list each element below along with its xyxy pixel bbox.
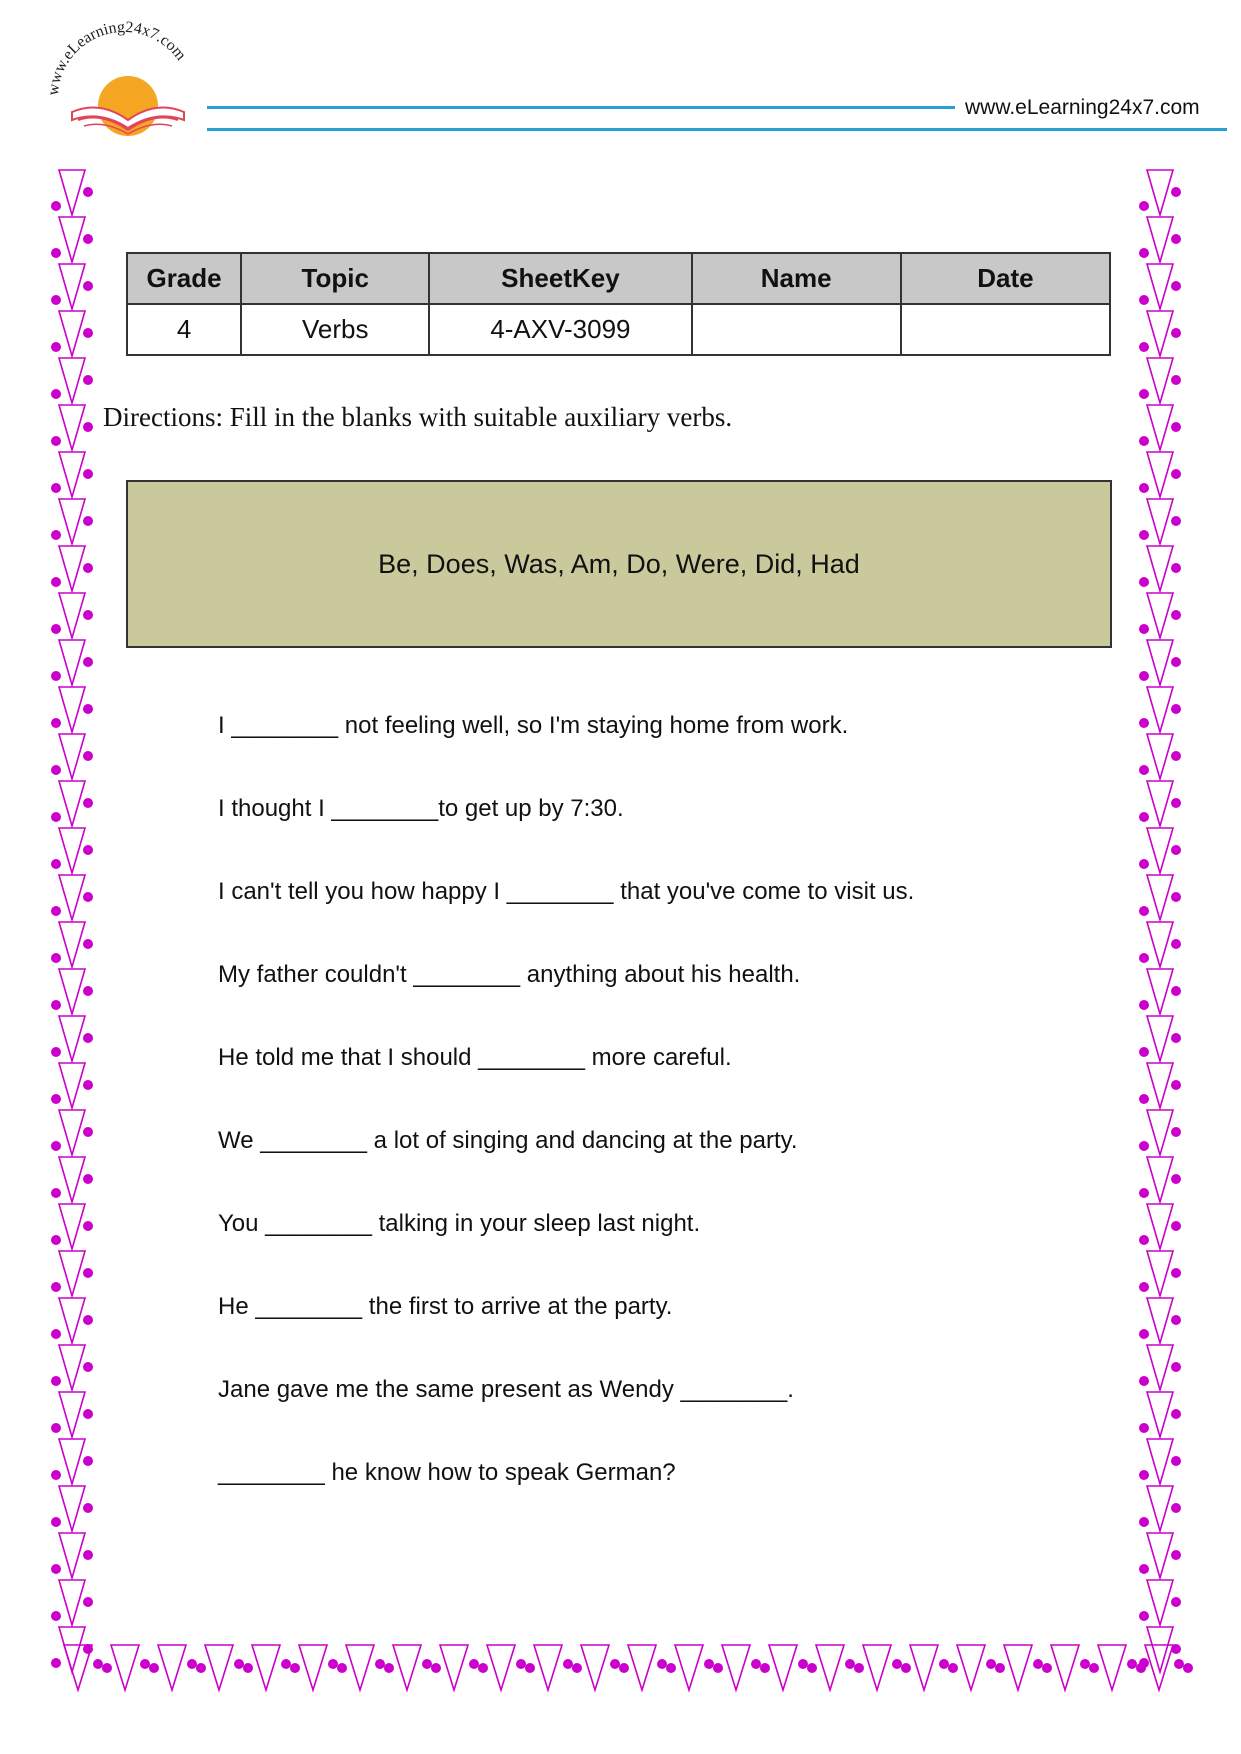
border-dot [281,1659,291,1669]
border-dot [1171,798,1181,808]
border-triangle [722,1645,750,1690]
border-dot [1139,1658,1149,1668]
border-triangle [59,640,85,685]
header-date: Date [901,253,1110,304]
border-dot [1171,563,1181,573]
border-triangle [1051,1645,1079,1690]
border-triangle [1147,264,1173,309]
border-dot [337,1663,347,1673]
border-triangle [1147,781,1173,826]
value-name[interactable] [692,304,901,355]
header-sheetkey: SheetKey [429,253,691,304]
border-dot [1171,704,1181,714]
border-dot [704,1659,714,1669]
border-dot [1171,610,1181,620]
border-dot [83,1080,93,1090]
border-triangle [59,499,85,544]
border-dot [51,1047,61,1057]
border-dot [1139,765,1149,775]
border-dot [328,1659,338,1669]
border-dot [760,1663,770,1673]
border-triangle [59,170,85,215]
border-dot [51,1658,61,1668]
border-dot [1139,1188,1149,1198]
border-dot [1171,657,1181,667]
question-text: He ________ the first to arrive at the party. [218,1293,673,1320]
border-dot [51,483,61,493]
border-triangle [1147,170,1173,215]
border-dot [1139,1329,1149,1339]
border-dot [798,1659,808,1669]
border-dot [1139,1564,1149,1574]
border-triangle [1147,311,1173,356]
border-triangle [346,1645,374,1690]
border-dot [1171,1503,1181,1513]
border-dot [51,1564,61,1574]
value-grade: 4 [127,304,241,355]
border-dot [1171,234,1181,244]
border-triangle [1147,1486,1173,1531]
border-dot [83,1362,93,1372]
border-dot [1171,1644,1181,1654]
border-dot [1139,953,1149,963]
border-triangle [158,1645,186,1690]
border-dot [1171,986,1181,996]
border-dot [83,751,93,761]
border-dot [93,1659,103,1669]
border-dot [83,892,93,902]
border-dot [83,187,93,197]
border-dot [51,1000,61,1010]
border-dot [1171,939,1181,949]
border-triangle [59,1251,85,1296]
border-dot [83,1127,93,1137]
border-dot [1139,530,1149,540]
header-topic: Topic [241,253,429,304]
border-dot [1171,281,1181,291]
border-dot [986,1659,996,1669]
border-triangle [1147,1392,1173,1437]
border-dot [51,906,61,916]
border-triangle [59,546,85,591]
border-triangle [1147,1063,1173,1108]
value-topic: Verbs [241,304,429,355]
border-dot [243,1663,253,1673]
question-text: ________ he know how to speak German? [218,1459,676,1486]
border-triangle [59,358,85,403]
border-triangle [910,1645,938,1690]
border-dot [1183,1663,1193,1673]
question-text: You ________ talking in your sleep last night. [218,1210,701,1237]
question-text: I can't tell you how happy I ________ that you've come to visit us. [218,878,915,905]
border-triangle [1145,1645,1173,1690]
border-dot [939,1659,949,1669]
border-triangle [59,1627,85,1672]
border-dot [1171,328,1181,338]
border-dot [1171,1362,1181,1372]
border-dot [83,845,93,855]
border-dot [140,1659,150,1669]
border-triangle [1147,452,1173,497]
border-dot [1139,1235,1149,1245]
border-triangle [59,875,85,920]
border-dot [1139,1517,1149,1527]
border-dot [51,1094,61,1104]
border-dot [1033,1659,1043,1669]
border-triangle [59,1110,85,1155]
border-dot [1139,671,1149,681]
border-dot [1171,516,1181,526]
border-triangle [64,1645,92,1690]
border-triangle [1147,828,1173,873]
border-dot [1171,1221,1181,1231]
border-dot [1171,1268,1181,1278]
border-dot [1171,375,1181,385]
border-dot [83,1644,93,1654]
border-triangle [59,452,85,497]
info-table [126,252,1111,356]
border-dot [51,248,61,258]
border-dot [619,1663,629,1673]
border-dot [1139,389,1149,399]
border-dot [1139,248,1149,258]
border-triangle [59,264,85,309]
border-dot [1139,483,1149,493]
border-dot [1171,469,1181,479]
border-dot [1171,187,1181,197]
border-dot [51,1282,61,1292]
border-triangle [1147,734,1173,779]
question-text: My father couldn't ________ anything about his health. [218,961,801,988]
border-triangle [1147,358,1173,403]
border-dot [1171,1409,1181,1419]
border-triangle [1147,969,1173,1014]
border-dot [1127,1659,1137,1669]
border-triangle [1147,1533,1173,1578]
border-dot [1139,1282,1149,1292]
border-dot [431,1663,441,1673]
border-triangle [1147,1157,1173,1202]
border-dot [51,577,61,587]
border-dot [51,1611,61,1621]
border-triangle [59,1439,85,1484]
border-triangle [581,1645,609,1690]
border-dot [1171,1456,1181,1466]
border-triangle [1004,1645,1032,1690]
border-dot [51,1141,61,1151]
question-text: He told me that I should ________ more careful. [218,1044,732,1071]
border-dot [1171,1315,1181,1325]
border-dot [51,1423,61,1433]
border-triangle [1147,1298,1173,1343]
header-rule-bottom [207,128,1227,131]
border-dot [572,1663,582,1673]
site-url: www.eLearning24x7.com [965,96,1200,119]
border-dot [51,342,61,352]
border-dot [83,1597,93,1607]
border-dot [51,1235,61,1245]
border-triangle [628,1645,656,1690]
border-triangle [1147,640,1173,685]
border-dot [1139,1611,1149,1621]
border-dot [1174,1659,1184,1669]
border-dot [948,1663,958,1673]
border-dot [1139,812,1149,822]
border-dot [1139,295,1149,305]
header-rule-top [207,106,955,109]
border-dot [83,1268,93,1278]
border-triangle [59,1345,85,1390]
header-name: Name [692,253,901,304]
border-dot [1171,892,1181,902]
border-dot [892,1659,902,1669]
border-dot [83,1550,93,1560]
border-dot [51,1376,61,1386]
border-triangle [59,217,85,262]
border-dot [478,1663,488,1673]
border-triangle [816,1645,844,1690]
border-triangle [1098,1645,1126,1690]
border-dot [1139,1000,1149,1010]
border-triangle [1147,875,1173,920]
border-dot [83,375,93,385]
border-dot [845,1659,855,1669]
border-dot [525,1663,535,1673]
border-dot [1171,1550,1181,1560]
border-triangle [863,1645,891,1690]
border-dot [196,1663,206,1673]
border-triangle [1147,1439,1173,1484]
border-dot [83,516,93,526]
border-dot [1139,718,1149,728]
border-triangle [252,1645,280,1690]
border-dot [83,1315,93,1325]
border-triangle [393,1645,421,1690]
border-dot [51,671,61,681]
border-dot [51,718,61,728]
value-date[interactable] [901,304,1110,355]
border-triangle [59,311,85,356]
border-dot [83,1174,93,1184]
border-dot [1042,1663,1052,1673]
border-triangle [59,1204,85,1249]
border-dot [375,1659,385,1669]
border-dot [149,1663,159,1673]
border-dot [51,624,61,634]
border-triangle [59,1486,85,1531]
border-dot [83,234,93,244]
border-dot [1139,624,1149,634]
question-text: I ________ not feeling well, so I'm staying home from work. [218,712,849,739]
border-triangle [59,922,85,967]
border-triangle [1147,217,1173,262]
border-dot [516,1659,526,1669]
border-dot [51,295,61,305]
border-triangle [957,1645,985,1690]
border-dot [51,1517,61,1527]
border-triangle [487,1645,515,1690]
question-text: I thought I ________to get up by 7:30. [218,795,624,822]
border-dot [1089,1663,1099,1673]
border-dot [83,1221,93,1231]
border-dot [1171,1033,1181,1043]
border-dot [83,939,93,949]
border-dot [83,610,93,620]
border-dot [51,1470,61,1480]
question-text: We ________ a lot of singing and dancing at the party. [218,1127,798,1154]
border-dot [102,1663,112,1673]
border-dot [469,1659,479,1669]
border-dot [1171,422,1181,432]
border-triangle [1147,1345,1173,1390]
border-dot [1139,906,1149,916]
word-bank [126,480,1112,648]
border-triangle [59,828,85,873]
border-triangle [205,1645,233,1690]
border-triangle [59,1298,85,1343]
border-triangle [59,969,85,1014]
border-triangle [59,1157,85,1202]
border-dot [83,1456,93,1466]
border-dot [290,1663,300,1673]
border-triangle [1147,593,1173,638]
border-dot [1171,1127,1181,1137]
question-text: Jane gave me the same present as Wendy ________. [218,1376,794,1403]
border-dot [51,765,61,775]
border-triangle [1147,1016,1173,1061]
border-dot [83,986,93,996]
border-dot [422,1659,432,1669]
border-dot [666,1663,676,1673]
elearning-logo [40,20,220,150]
border-dot [1139,342,1149,352]
border-dot [1139,1470,1149,1480]
border-dot [657,1659,667,1669]
border-dot [83,422,93,432]
border-dot [1139,1094,1149,1104]
border-dot [51,1188,61,1198]
border-dot [1139,1141,1149,1151]
info-table-value-row [127,304,1110,355]
border-triangle [769,1645,797,1690]
border-dot [1171,1080,1181,1090]
border-dot [807,1663,817,1673]
border-triangle [1147,499,1173,544]
border-dot [1139,201,1149,211]
border-dot [1080,1659,1090,1669]
border-triangle [59,734,85,779]
border-dot [83,469,93,479]
border-dot [1171,1174,1181,1184]
border-triangle [534,1645,562,1690]
border-dot [51,389,61,399]
border-dot [51,201,61,211]
directions: Directions: Fill in the blanks with suitable auxiliary verbs. [103,402,733,432]
border-dot [83,704,93,714]
border-triangle [59,593,85,638]
border-dot [610,1659,620,1669]
border-dot [563,1659,573,1669]
header-grade: Grade [127,253,241,304]
border-dot [51,812,61,822]
border-dot [1171,845,1181,855]
border-dot [1171,751,1181,761]
border-dot [51,436,61,446]
border-dot [83,328,93,338]
border-triangle [59,1580,85,1625]
border-triangle [59,1392,85,1437]
border-dot [51,530,61,540]
border-triangle [1147,922,1173,967]
border-dot [751,1659,761,1669]
border-dot [51,1329,61,1339]
border-triangle [59,1016,85,1061]
border-dot [995,1663,1005,1673]
border-dot [1139,1423,1149,1433]
border-triangle [1147,687,1173,732]
border-dot [1139,577,1149,587]
border-triangle [59,1063,85,1108]
border-dot [83,1409,93,1419]
value-sheetkey: 4-AXV-3099 [429,304,691,355]
border-triangle [299,1645,327,1690]
border-triangle [1147,546,1173,591]
word-bank-text: Be, Does, Was, Am, Do, Were, Did, Had [378,548,860,579]
border-triangle [111,1645,139,1690]
border-dot [83,281,93,291]
border-dot [83,563,93,573]
border-dot [713,1663,723,1673]
border-dot [83,798,93,808]
border-dot [1171,1597,1181,1607]
logo-arc-text: www.eLearning24x7.com [44,20,190,97]
border-dot [1136,1663,1146,1673]
border-dot [51,953,61,963]
border-triangle [1147,1627,1173,1672]
border-dot [1139,1376,1149,1386]
border-triangle [1147,1110,1173,1155]
border-triangle [1147,1580,1173,1625]
border-triangle [59,405,85,450]
border-dot [854,1663,864,1673]
border-triangle [59,781,85,826]
border-triangle [1147,1204,1173,1249]
border-dot [83,1503,93,1513]
border-triangle [675,1645,703,1690]
border-dot [1139,1047,1149,1057]
border-triangle [440,1645,468,1690]
border-dot [51,859,61,869]
border-dot [234,1659,244,1669]
border-triangle [59,1533,85,1578]
border-dot [1139,436,1149,446]
border-dot [1139,859,1149,869]
border-dot [83,1033,93,1043]
border-dot [83,657,93,667]
border-triangle [1147,405,1173,450]
border-dot [901,1663,911,1673]
info-table-header-row [127,253,1110,304]
border-triangle [59,687,85,732]
border-dot [187,1659,197,1669]
border-dot [384,1663,394,1673]
border-triangle [1147,1251,1173,1296]
